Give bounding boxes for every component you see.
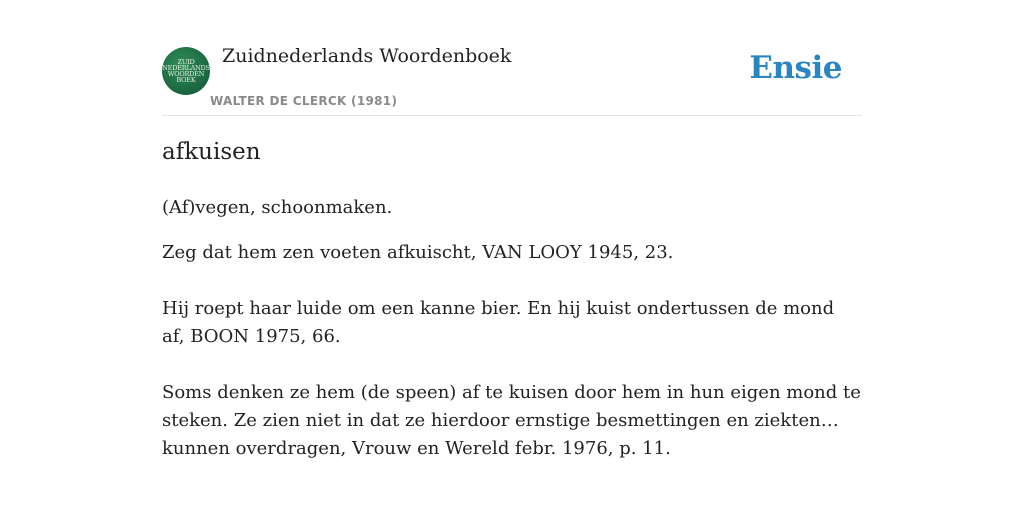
logo-line: NEDERLANDS [162,63,210,72]
ensie-brand-link[interactable]: Ensie [749,50,842,86]
logo-line: BOEK [176,76,196,85]
dictionary-title-link[interactable]: Zuidnederlands Woordenboek [222,45,512,67]
dictionary-header [162,0,862,116]
definition: (Af)vegen, schoonmaken. [162,197,393,218]
example-quote: Zeg dat hem zen voeten afkuischt, VAN LOOY 1945, 23. [162,242,674,263]
dictionary-card [162,0,862,512]
examples-list [162,239,862,491]
headword: afkuisen [162,139,261,165]
logo-line: WOORDEN [167,70,205,78]
dictionary-logo[interactable] [162,47,210,95]
example-quote: Soms denken ze hem (de speen) af te kuisen door hem in hun eigen mond te steken. Ze zien niet in dat ze hierdoor ernstige besmettingen en ziekten… kunnen overdragen, Vrouw en Wereld febr. 1976, p. 11. [162,382,861,459]
dictionary-author: WALTER DE CLERCK (1981) [210,94,398,108]
example-quote: Hij roept haar luide om een kanne bier. En hij kuist ondertussen de mond af, BOON 1975, 66. [162,298,835,347]
logo-line: ZUID [177,57,195,66]
